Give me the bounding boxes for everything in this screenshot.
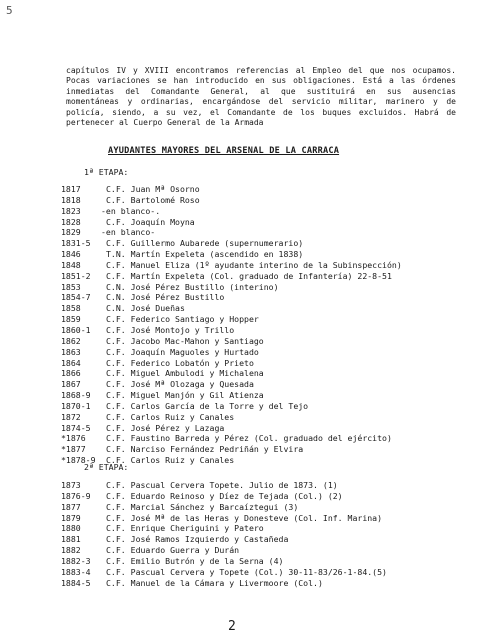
entry-year: 1873 — [61, 480, 81, 490]
entry-year: 1874-5 — [61, 422, 91, 433]
footer-mark: 2 — [228, 619, 236, 634]
entry-year: 1879 — [61, 512, 81, 523]
entry-name: T.N. Martín Expeleta (ascendido en 1838) — [106, 249, 304, 260]
entry-name: C.F. José Mª de las Heras y Donesteve (Col. Inf. Marina) — [106, 512, 383, 523]
entry-name: -en blanco-. — [101, 205, 161, 216]
entry-name: C.N. José Pérez Bustillo — [106, 292, 225, 303]
entry-year: 1817 — [61, 184, 81, 194]
entry-year: 1831-5 — [61, 238, 91, 249]
entry-year: 1829 — [61, 227, 81, 238]
entry-name: C.F. Faustino Barreda y Pérez (Col. graduado del ejército) — [106, 433, 392, 444]
entry-year: 1858 — [61, 303, 81, 314]
entry-name: C.F. Federico Santiago y Hopper — [106, 314, 259, 325]
entry-year: 1863 — [61, 346, 81, 357]
entry-name: C.F. Joaquín Moyna — [106, 216, 195, 227]
entry-name: C.N. José Dueñas — [106, 303, 185, 314]
entry-name: C.F. Carlos Ruiz y Canales — [106, 411, 235, 422]
entry-name: C.F. Emilio Butrón y de la Serna (4) — [106, 555, 284, 566]
entry-year: 1884-5 — [61, 577, 91, 588]
entry-year: 1846 — [61, 249, 81, 260]
entry-name: -en blanco- — [101, 227, 156, 238]
etapa1-label: 1ª ETAPA: — [84, 167, 129, 177]
entry-name: C.F. José Montojo y Trillo — [106, 324, 235, 335]
entry-name: C.F. Manuel Eliza (1º ayudante interino de la Subinspección) — [106, 259, 402, 270]
entry-year: 1877 — [61, 501, 81, 512]
entry-year: 1867 — [61, 379, 81, 390]
entry-year: 1883-4 — [61, 566, 91, 577]
entry-name: C.F. José Pérez y Lazaga — [106, 422, 225, 433]
entry-name: C.F. Guillermo Aubarede (supernumerario) — [106, 238, 304, 249]
entry-name: C.F. Miguel Manjón y Gil Atienza — [106, 390, 264, 401]
entry-name: C.F. Juan Mª Osorno — [106, 184, 200, 194]
entry-year: 1872 — [61, 411, 81, 422]
entry-name: C.F. Martín Expeleta (Col. graduado de Infantería) 22-8-51 — [106, 270, 392, 281]
entry-year: 1868-9 — [61, 390, 91, 401]
entry-name: C.F. Marcial Sánchez y Barcaíztegui (3) — [106, 501, 299, 512]
entry-name: C.F. Miguel Ambulodi y Michalena — [106, 368, 264, 379]
entry-name: C.F. José Mª Olozaga y Quesada — [106, 379, 254, 390]
entry-year: *1878-9 — [61, 455, 96, 466]
entry-year: 1854-7 — [61, 292, 91, 303]
entry-name: C.F. Jacobo Mac-Mahon y Santiago — [106, 335, 264, 346]
entry-name: C.F. Manuel de la Cámara y Livermoore (Col.) — [106, 577, 323, 588]
entry-year: 1853 — [61, 281, 81, 292]
entry-name: C.F. Carlos García de la Torre y del Tejo — [106, 400, 309, 411]
entry-name: C.N. José Pérez Bustillo (interino) — [106, 281, 279, 292]
entry-name: C.F. Enrique Cheriguini y Patero — [106, 523, 264, 534]
entry-name: C.F. Narciso Fernández Pedriñán y Elvira — [106, 444, 304, 455]
entry-year: 1860-1 — [61, 324, 91, 335]
entry-year: 1870-1 — [61, 400, 91, 411]
entry-name: C.F. Carlos Ruiz y Canales — [106, 455, 235, 466]
entry-name: C.F. Bartolomé Roso — [106, 194, 200, 205]
entry-name: C.F. Eduardo Reinoso y Díez de Tejada (Col.) (2) — [106, 490, 343, 501]
etapa2-label: 2ª ETAPA: — [84, 462, 129, 472]
entry-year: 1864 — [61, 357, 81, 368]
entry-year: 1876-9 — [61, 490, 91, 501]
entry-name: C.F. Pascual Cervera Topete. Julio de 1873. (1) — [106, 480, 338, 490]
page-corner-mark: 5 — [6, 4, 13, 17]
entry-year: 1828 — [61, 216, 81, 227]
entry-name: C.F. Eduardo Guerra y Durán — [106, 545, 240, 556]
entry-year: 1823 — [61, 205, 81, 216]
entry-name: C.F. José Ramos Izquierdo y Castañeda — [106, 534, 289, 545]
entry-name: C.F. Joaquín Maguoles y Hurtado — [106, 346, 259, 357]
entry-name: C.F. Pascual Cervera y Topete (Col.) 30-11-83/26-1-84.(5) — [106, 566, 387, 577]
entry-year: *1877 — [61, 444, 86, 455]
entry-year: 1848 — [61, 259, 81, 270]
entry-year: *1876 — [61, 433, 86, 444]
entry-year: 1862 — [61, 335, 81, 346]
entry-year: 1851-2 — [61, 270, 91, 281]
section-heading: AYUDANTES MAYORES DEL ARSENAL DE LA CARRACA — [108, 146, 340, 156]
entry-year: 1882-3 — [61, 555, 91, 566]
entry-year: 1866 — [61, 368, 81, 379]
entry-year: 1881 — [61, 534, 81, 545]
entry-year: 1882 — [61, 545, 81, 556]
entry-name: C.F. Federico Lobatón y Prieto — [106, 357, 254, 368]
entry-year: 1818 — [61, 194, 81, 205]
entry-year: 1859 — [61, 314, 81, 325]
intro-paragraph: capítulos IV y XVIII encontramos referencias al Empleo del que nos ocupamos. Pocas variaciones se han introducido en sus obligaciones. Está a las órdenes inmediatas del Comandante General, al que sustituirá en sus ausencias momentáneas y ordinarias, encargándose del servicio militar, marinero y de policía, siendo, a su vez, el Comandante de los buques excluidos. Habrá de pertenecer al Cuerpo General de la Armada — [66, 66, 456, 128]
entry-year: 1880 — [61, 523, 81, 534]
